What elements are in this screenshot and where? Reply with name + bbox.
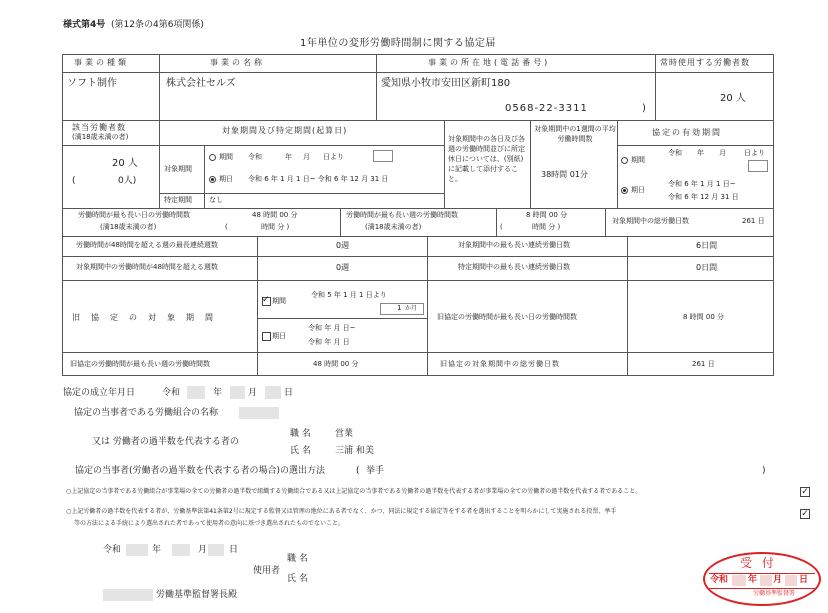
rule	[627, 280, 628, 376]
validity-period-radio[interactable]	[621, 157, 628, 164]
redacted-footer-year	[126, 544, 148, 556]
stamp-redacted-day	[785, 575, 797, 586]
rule	[444, 120, 445, 208]
period-header: 対象期間及び特定期間(起算日)	[222, 126, 348, 135]
business-name-value: 株式会社セルズ	[166, 78, 236, 89]
rule	[62, 280, 774, 281]
selection-close: )	[762, 466, 766, 476]
rule	[340, 208, 341, 236]
workers-value: 20 人	[720, 93, 746, 104]
rule	[496, 208, 497, 236]
page-title: 1年単位の変形労働時間制に関する協定届	[300, 38, 496, 49]
check2-text-2: 等の方法による手続により選出された者であって使用者の意向に基づき選出されたものでないこと。	[74, 520, 344, 527]
covered-workers-value: 20 人	[112, 158, 138, 169]
agreement-date-reiwa: 令和	[162, 388, 181, 398]
footer-month: 月	[198, 545, 208, 555]
old-date-line1: 令和 年 月 日~	[308, 324, 356, 332]
weeks48-value: 0週	[336, 241, 350, 250]
covered-under18-open: (	[72, 176, 76, 186]
redacted-year	[187, 386, 205, 399]
agreement-date-label: 協定の成立年月日	[63, 388, 136, 398]
validity-period-label: 期間	[631, 156, 645, 164]
check2-text-1: ○上記労働者の過半数を代表する者が、労働基準法第41条第2号に規定する監督又は管理の地位にある者でなく、かつ、同法に規定する協定等をする者を選出することを明らかにして実施される投票、挙手	[66, 508, 617, 515]
business-type-header: 事業の種類	[74, 58, 129, 67]
footer-day: 日	[229, 545, 239, 555]
stamp-redacted-year	[732, 575, 746, 586]
stamp-reiwa: 令和	[710, 575, 729, 585]
specific-period-label: 特定期間	[164, 196, 192, 204]
rep-name-value: 三浦 和美	[335, 446, 374, 456]
old-period-unit: か月	[405, 305, 418, 312]
long-consec-label: 対象期間中の最も長い連続労働日数	[458, 241, 570, 249]
union-label: 協定の当事者である労働組合の名称	[74, 408, 219, 418]
phone-value: 0568-22-3311	[505, 103, 588, 114]
date-option-label: 期日	[219, 175, 233, 183]
over48-value: 0週	[336, 263, 350, 272]
max-week-value: 8 時間 00 分	[526, 211, 568, 219]
over48-label: 対象期間中の労働時間が48時間を超える週数	[76, 263, 218, 271]
validity-date-radio[interactable]	[621, 187, 628, 194]
max-day-value: 48 時間 00 分	[252, 211, 298, 219]
redacted-footer-day	[208, 544, 224, 556]
agreement-date-day: 日	[284, 388, 294, 398]
period-reiwa: 令和	[248, 153, 262, 161]
max-day-open: (	[225, 223, 228, 231]
validity-reiwa: 令和	[668, 149, 682, 157]
check1-text: ○上記協定の当事者である労働組合が事業場の全ての労働者の過半数で組織する労働組合である又は上記協定の当事者である労働者の過半数を代表する者が事業場の全ての労働者の過半数を代表する者であること。	[66, 488, 642, 495]
period-radio[interactable]	[209, 154, 216, 161]
max-week-open: (	[500, 223, 503, 231]
redacted-month	[230, 386, 245, 399]
rule	[204, 145, 205, 208]
old-period-checkmark: ✓	[262, 295, 270, 305]
max-week-label: 労働時間が最も長い週の労働時間数	[346, 211, 458, 219]
rule	[617, 145, 774, 146]
validity-date-label: 期日	[631, 186, 645, 194]
max-week-under18: 時間 分 )	[532, 223, 561, 231]
stamp-month: 月	[773, 575, 783, 585]
stamp-redacted-month	[760, 575, 772, 586]
stamp-title: 受 付	[740, 556, 777, 570]
covered-under18-value: 0人)	[118, 176, 137, 186]
business-type-value: ソフト制作	[67, 78, 117, 89]
rule	[530, 120, 531, 208]
period-year: 年	[285, 153, 292, 161]
rule	[159, 193, 444, 194]
redacted-footer-month	[172, 544, 190, 556]
validity-date-line2: 令和 6 年 12 月 31 日	[668, 193, 739, 201]
rule	[427, 236, 428, 376]
business-name-header: 事業の名称	[210, 58, 265, 67]
validity-length-field[interactable]	[748, 160, 768, 172]
validity-label: 協定の有効期間	[652, 128, 722, 137]
phone-close: )	[642, 103, 646, 114]
employer-name-label: 氏 名	[287, 574, 308, 584]
max-day-label: 労働時間が最も長い日の労働時間数	[78, 211, 190, 219]
old-date-line2: 令和 年 月 日	[308, 338, 350, 346]
date-option-value: 令和 6 年 1 月 1 日~ 令和 6 年 12 月 31 日	[248, 175, 389, 183]
period-length-field[interactable]	[373, 150, 393, 162]
spec-consec-label: 特定期間中の最も長い連続労働日数	[458, 263, 570, 271]
validity-date-line1: 令和 6 年 1 月 1 日~	[668, 180, 736, 188]
covered-under18-label: (満18歳未満の者)	[72, 133, 129, 141]
position-value: 営業	[335, 429, 354, 439]
representative-or-label: 又は 労働者の過半数を代表する者の	[92, 437, 239, 447]
position-label: 職 名	[290, 429, 311, 439]
rule	[62, 352, 774, 353]
rule	[62, 236, 774, 237]
selection-value: 挙手	[366, 466, 385, 476]
old-max-day-label: 旧協定の労働時間が最も長い日の労働時間数	[437, 313, 577, 321]
covered-workers-label: 該当労働者数	[72, 123, 126, 132]
rule	[62, 72, 774, 73]
max-day-under18: 時間 分 )	[261, 223, 290, 231]
spec-consec-value: 0日間	[696, 263, 718, 272]
weeks48-label: 労働時間が48時間を超える週の最長連続週数	[76, 241, 218, 249]
rule	[62, 120, 774, 121]
rule	[627, 236, 628, 280]
old-total-days-value: 261 日	[692, 360, 715, 368]
holiday-note: 対象期間中の各日及び各週の労働時間並びに所定休日については、(別紙)に記載して添付すること。	[448, 135, 525, 183]
stamp-office: 労働基準監督署	[753, 590, 796, 597]
period-option-label: 期間	[219, 153, 233, 161]
total-days-value: 261 日	[742, 217, 765, 225]
rule	[159, 54, 160, 208]
receipt-stamp	[703, 552, 821, 606]
labor-office-label: 労働基準監督署長殿	[156, 590, 238, 600]
stamp-year: 年	[748, 575, 758, 585]
address-value: 愛知県小牧市安田区新町180	[381, 78, 511, 89]
rule	[605, 208, 606, 236]
rule	[257, 236, 258, 376]
rule	[617, 120, 618, 208]
selection-open: (	[356, 466, 360, 476]
old-max-week-label: 旧協定の労働時間が最も長い週の労働時間数	[70, 360, 210, 368]
long-consec-value: 6日間	[696, 241, 718, 250]
stamp-day: 日	[799, 575, 809, 585]
old-period-label: 旧協定の対象期間	[72, 313, 224, 322]
old-period-length: 1	[397, 304, 402, 312]
period-day: 日より	[323, 153, 344, 161]
redacted-day	[265, 386, 281, 399]
period-month: 月	[303, 153, 310, 161]
date-radio[interactable]	[209, 176, 216, 183]
selection-label: 協定の当事者(労働者の過半数を代表する者の場合)の選出方法	[75, 466, 326, 476]
max-week-sub: (満18歳未満の者)	[365, 223, 422, 231]
rule	[376, 54, 377, 120]
rule	[62, 208, 774, 209]
agreement-date-year: 年	[213, 388, 223, 398]
old-date-option: 期日	[272, 332, 286, 340]
validity-day: 日より	[744, 149, 765, 157]
specific-period-value: なし	[209, 196, 223, 204]
old-period-length-field[interactable]	[380, 303, 424, 315]
rule	[655, 54, 656, 120]
max-day-sub: (満18歳未満の者)	[100, 223, 157, 231]
stamp-divider-2	[709, 588, 815, 589]
form-number-note: (第12条の4第6項関係)	[111, 20, 204, 30]
rep-name-label: 氏 名	[290, 446, 311, 456]
old-max-day-value: 8 時間 00 分	[683, 313, 725, 321]
old-period-date: 令和 5 年 1 月 1 日より	[311, 291, 387, 299]
workers-header: 常時使用する労働者数	[660, 58, 750, 67]
old-total-days-label: 旧協定の対象期間中の総労働日数	[440, 360, 560, 368]
old-period-option: 期間	[272, 297, 286, 305]
agreement-date-month: 月	[248, 388, 258, 398]
avg-hours-label: 対象期間中の1週間の平均労働時間数	[534, 125, 616, 143]
form-number: 様式第4号	[63, 20, 106, 30]
redacted-office-prefix	[103, 589, 153, 601]
old-max-week-value: 48 時間 00 分	[313, 360, 359, 368]
footer-reiwa: 令和	[103, 545, 122, 555]
rule	[62, 256, 774, 257]
avg-hours-value: 38時間 01分	[541, 170, 588, 179]
rule	[62, 145, 159, 146]
address-header: 事業の所在地(電話番号)	[428, 58, 551, 67]
redacted-union	[239, 407, 279, 419]
check2-box[interactable]: ✓	[801, 509, 809, 519]
rule	[159, 145, 444, 146]
employer-label: 使用者	[253, 566, 281, 576]
stamp-divider	[709, 573, 815, 574]
total-days-label: 対象期間中の総労働日数	[612, 217, 689, 225]
employer-position-label: 職 名	[287, 554, 308, 564]
validity-month: 月	[719, 149, 726, 157]
old-date-checkbox[interactable]	[262, 332, 271, 341]
rule	[257, 318, 427, 319]
period-label: 対象期間	[164, 165, 192, 173]
footer-year: 年	[152, 545, 162, 555]
check1-box[interactable]: ✓	[801, 487, 809, 497]
validity-year: 年	[697, 149, 704, 157]
